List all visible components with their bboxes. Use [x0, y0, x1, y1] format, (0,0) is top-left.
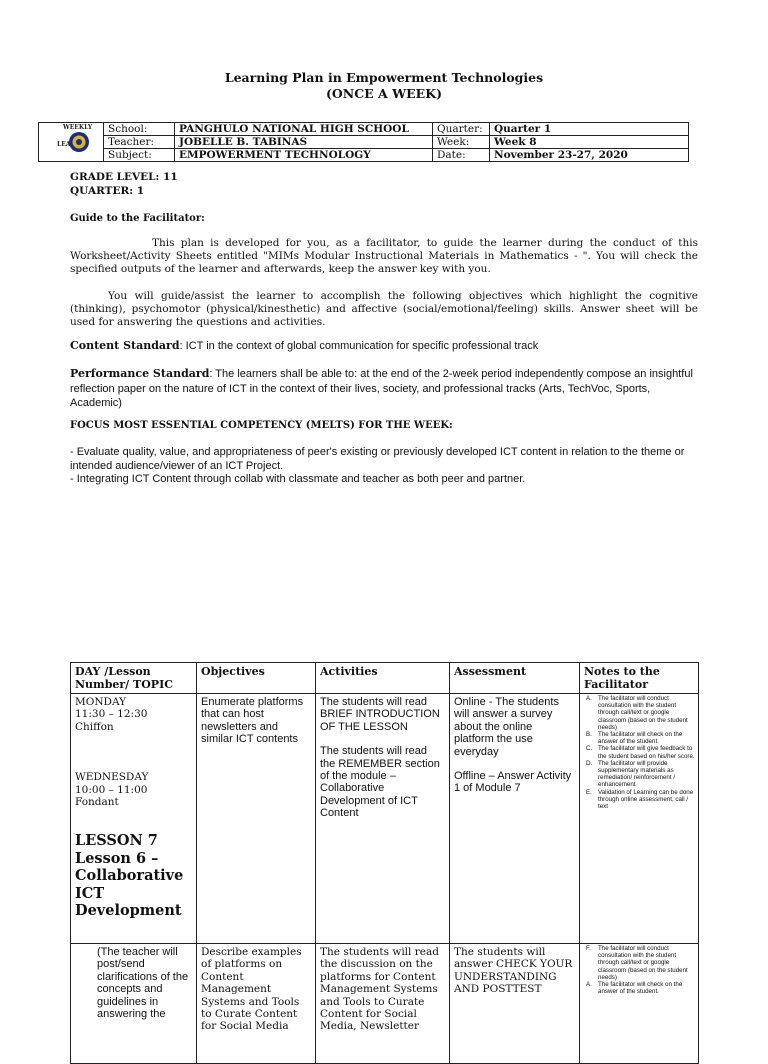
school-value: PANGHULO NATIONAL HIGH SCHOOL [175, 123, 433, 136]
row1-objectives-cell [197, 694, 316, 944]
row2-assessment: The students will answer CHECK YOUR UNDERSTANDING AND POSTTEST [454, 946, 573, 996]
guide-heading: Guide to the Facilitator: [70, 213, 205, 224]
performance-standard [70, 367, 698, 411]
row1-day1: MONDAY [75, 696, 127, 708]
melts-heading: FOCUS MOST ESSENTIAL COMPETENCY (MELTS) FOR THE WEEK: [70, 420, 453, 431]
list-item: A. The facilitator will conduct consultation with the student through call/text or google classroom (based on the student needs) [586, 695, 688, 731]
logo-weekly-text: WEEKLY [63, 124, 93, 131]
document-title: Learning Plan in Empowerment Technologies [224, 70, 544, 85]
plan-row-1 [71, 694, 699, 944]
document-subtitle: (ONCE A WEEK) [326, 86, 442, 101]
content-standard [70, 339, 698, 353]
learning-plan-table [70, 662, 699, 1064]
row1-section2: Fondant [75, 796, 119, 809]
row1-section1: Chiffon [75, 720, 114, 733]
row1-activities-1: The students will read BRIEF INTRODUCTION OF THE LESSON [320, 696, 440, 733]
row1-assessment-2: Offline – Answer Activity 1 of Module 7 [454, 770, 572, 795]
header-assessment: Assessment [450, 663, 580, 694]
row2-notes-list [582, 945, 696, 995]
quarter-label: Quarter: [433, 123, 490, 136]
grade-level: GRADE LEVEL: 11 [70, 171, 178, 183]
logo-lea-text: LEA [57, 141, 71, 148]
week-value: Week 8 [490, 136, 689, 149]
info-table [103, 122, 689, 162]
info-row-teacher [104, 136, 689, 149]
row1-notes-cell [580, 694, 699, 944]
subject-value: EMPOWERMENT TECHNOLOGY [175, 149, 433, 162]
row1-activities-cell [316, 694, 450, 944]
row1-notes-list [582, 695, 696, 810]
row1-day-cell [71, 694, 197, 944]
row1-assessment-cell [450, 694, 580, 944]
week-label: Week: [433, 136, 490, 149]
list-item: A. The facilitator will check on the answer of the student. [586, 981, 683, 996]
row2-activities: The students will read the discussion on the platforms for Content Management Systems and Tools to Curate Content for Social Media, Newsletter [320, 946, 439, 1033]
content-standard-label: Content Standard [70, 339, 180, 352]
list-item: F. The facilitator will conduct consultation with the student through call/text or google classroom (based on the student needs) [586, 945, 688, 981]
list-item: D. The facilitator will provide supplementary materials as remediation/ reinforcement / enhancement [586, 759, 676, 789]
guide-paragraph-2: You will guide/assist the learner to accomplish the following objectives which highlight the cognitive (thinking), psychomotor (physical/kinesthetic) and affective (social/emotional/feeling) skills. Answer sheet will be used for answering the questions and activities. [70, 290, 698, 328]
header-activities: Activities [316, 663, 450, 694]
list-item: C. The facilitator will give feedback to the student based on his/her score. [586, 745, 695, 760]
quarter-value: Quarter 1 [490, 123, 689, 136]
row1-assessment-1: Online - The students will answer a survey about the online platform the use everyday [454, 696, 559, 758]
row1-lesson-number: LESSON 7 [75, 832, 158, 850]
melts-item-1: - Evaluate quality, value, and appropriateness of peer's existing or previously developed ICT content in relation to the theme or intended audience/viewer of an ICT Project. [70, 446, 685, 472]
plan-header-row [71, 663, 699, 694]
deped-logo-icon [39, 123, 103, 161]
subject-label: Subject: [104, 149, 175, 162]
header-objectives: Objectives [197, 663, 316, 694]
header-notes: Notes to the Facilitator [580, 663, 699, 694]
school-label: School: [104, 123, 175, 136]
row1-time1: 11:30 – 12:30 [75, 708, 148, 721]
guide-paragraph-1: This plan is developed for you, as a facilitator, to guide the learner during the conduct of this Worksheet/Activity Sheets entitled "MIMs Modular Instructional Materials in Mathematics - ". You will check the specified outputs of the learner and afterwards, keep the answer key with you. [70, 237, 698, 275]
info-row-school [104, 123, 689, 136]
row1-activities-2: The students will read the REMEMBER section of the module – Collaborative Development of ICT Content [320, 745, 440, 820]
row1-day2: WEDNESDAY [75, 771, 149, 784]
row2-activities-cell [316, 944, 450, 1064]
list-item: E. Validation of Learning can be done through online assessment, call / text [586, 788, 694, 811]
content-standard-text: : ICT in the context of global communication for specific professional track [179, 340, 539, 352]
row1-time2: 10:00 – 11:00 [75, 783, 148, 796]
plan-row-2 [71, 944, 699, 1064]
row2-objectives: Describe examples of platforms on Content Management Systems and Tools to Curate Content for Social Media [201, 946, 302, 1033]
row1-objectives: Enumerate platforms that can host newsletters and similar ICT contents [201, 696, 304, 746]
row2-objectives-cell [197, 944, 316, 1064]
logo-cell [38, 122, 104, 162]
melts-item-2: - Integrating ICT Content through collab with classmate and teacher as both peer and partner. [70, 473, 526, 485]
performance-standard-label: Performance Standard [70, 367, 210, 380]
teacher-label: Teacher: [104, 136, 175, 149]
info-row-subject [104, 149, 689, 162]
row2-notes-cell [580, 944, 699, 1064]
teacher-value: JOBELLE B. TABINAS [175, 136, 433, 149]
row1-lesson-topic: Lesson 6 – Collaborative ICT Development [75, 849, 184, 920]
date-label: Date: [433, 149, 490, 162]
date-value: November 23-27, 2020 [490, 149, 689, 162]
row2-assessment-cell [450, 944, 580, 1064]
list-item: B. The facilitator will check on the answer of the student. [586, 731, 683, 746]
performance-standard-text: : The learners shall be able to: at the end of the 2-week period independently compose an insightful reflection paper on the nature of ICT in the context of their lives, society, and professional tracks (Arts, TechVoc, Sports, Academic) [70, 368, 693, 409]
row2-day-text: (The teacher will post/send clarifications of the concepts and guidelines in answering the [97, 946, 189, 1021]
header-day: DAY /Lesson Number/ TOPIC [71, 663, 197, 694]
row2-day-cell [71, 944, 197, 1064]
quarter-line: QUARTER: 1 [70, 185, 145, 197]
